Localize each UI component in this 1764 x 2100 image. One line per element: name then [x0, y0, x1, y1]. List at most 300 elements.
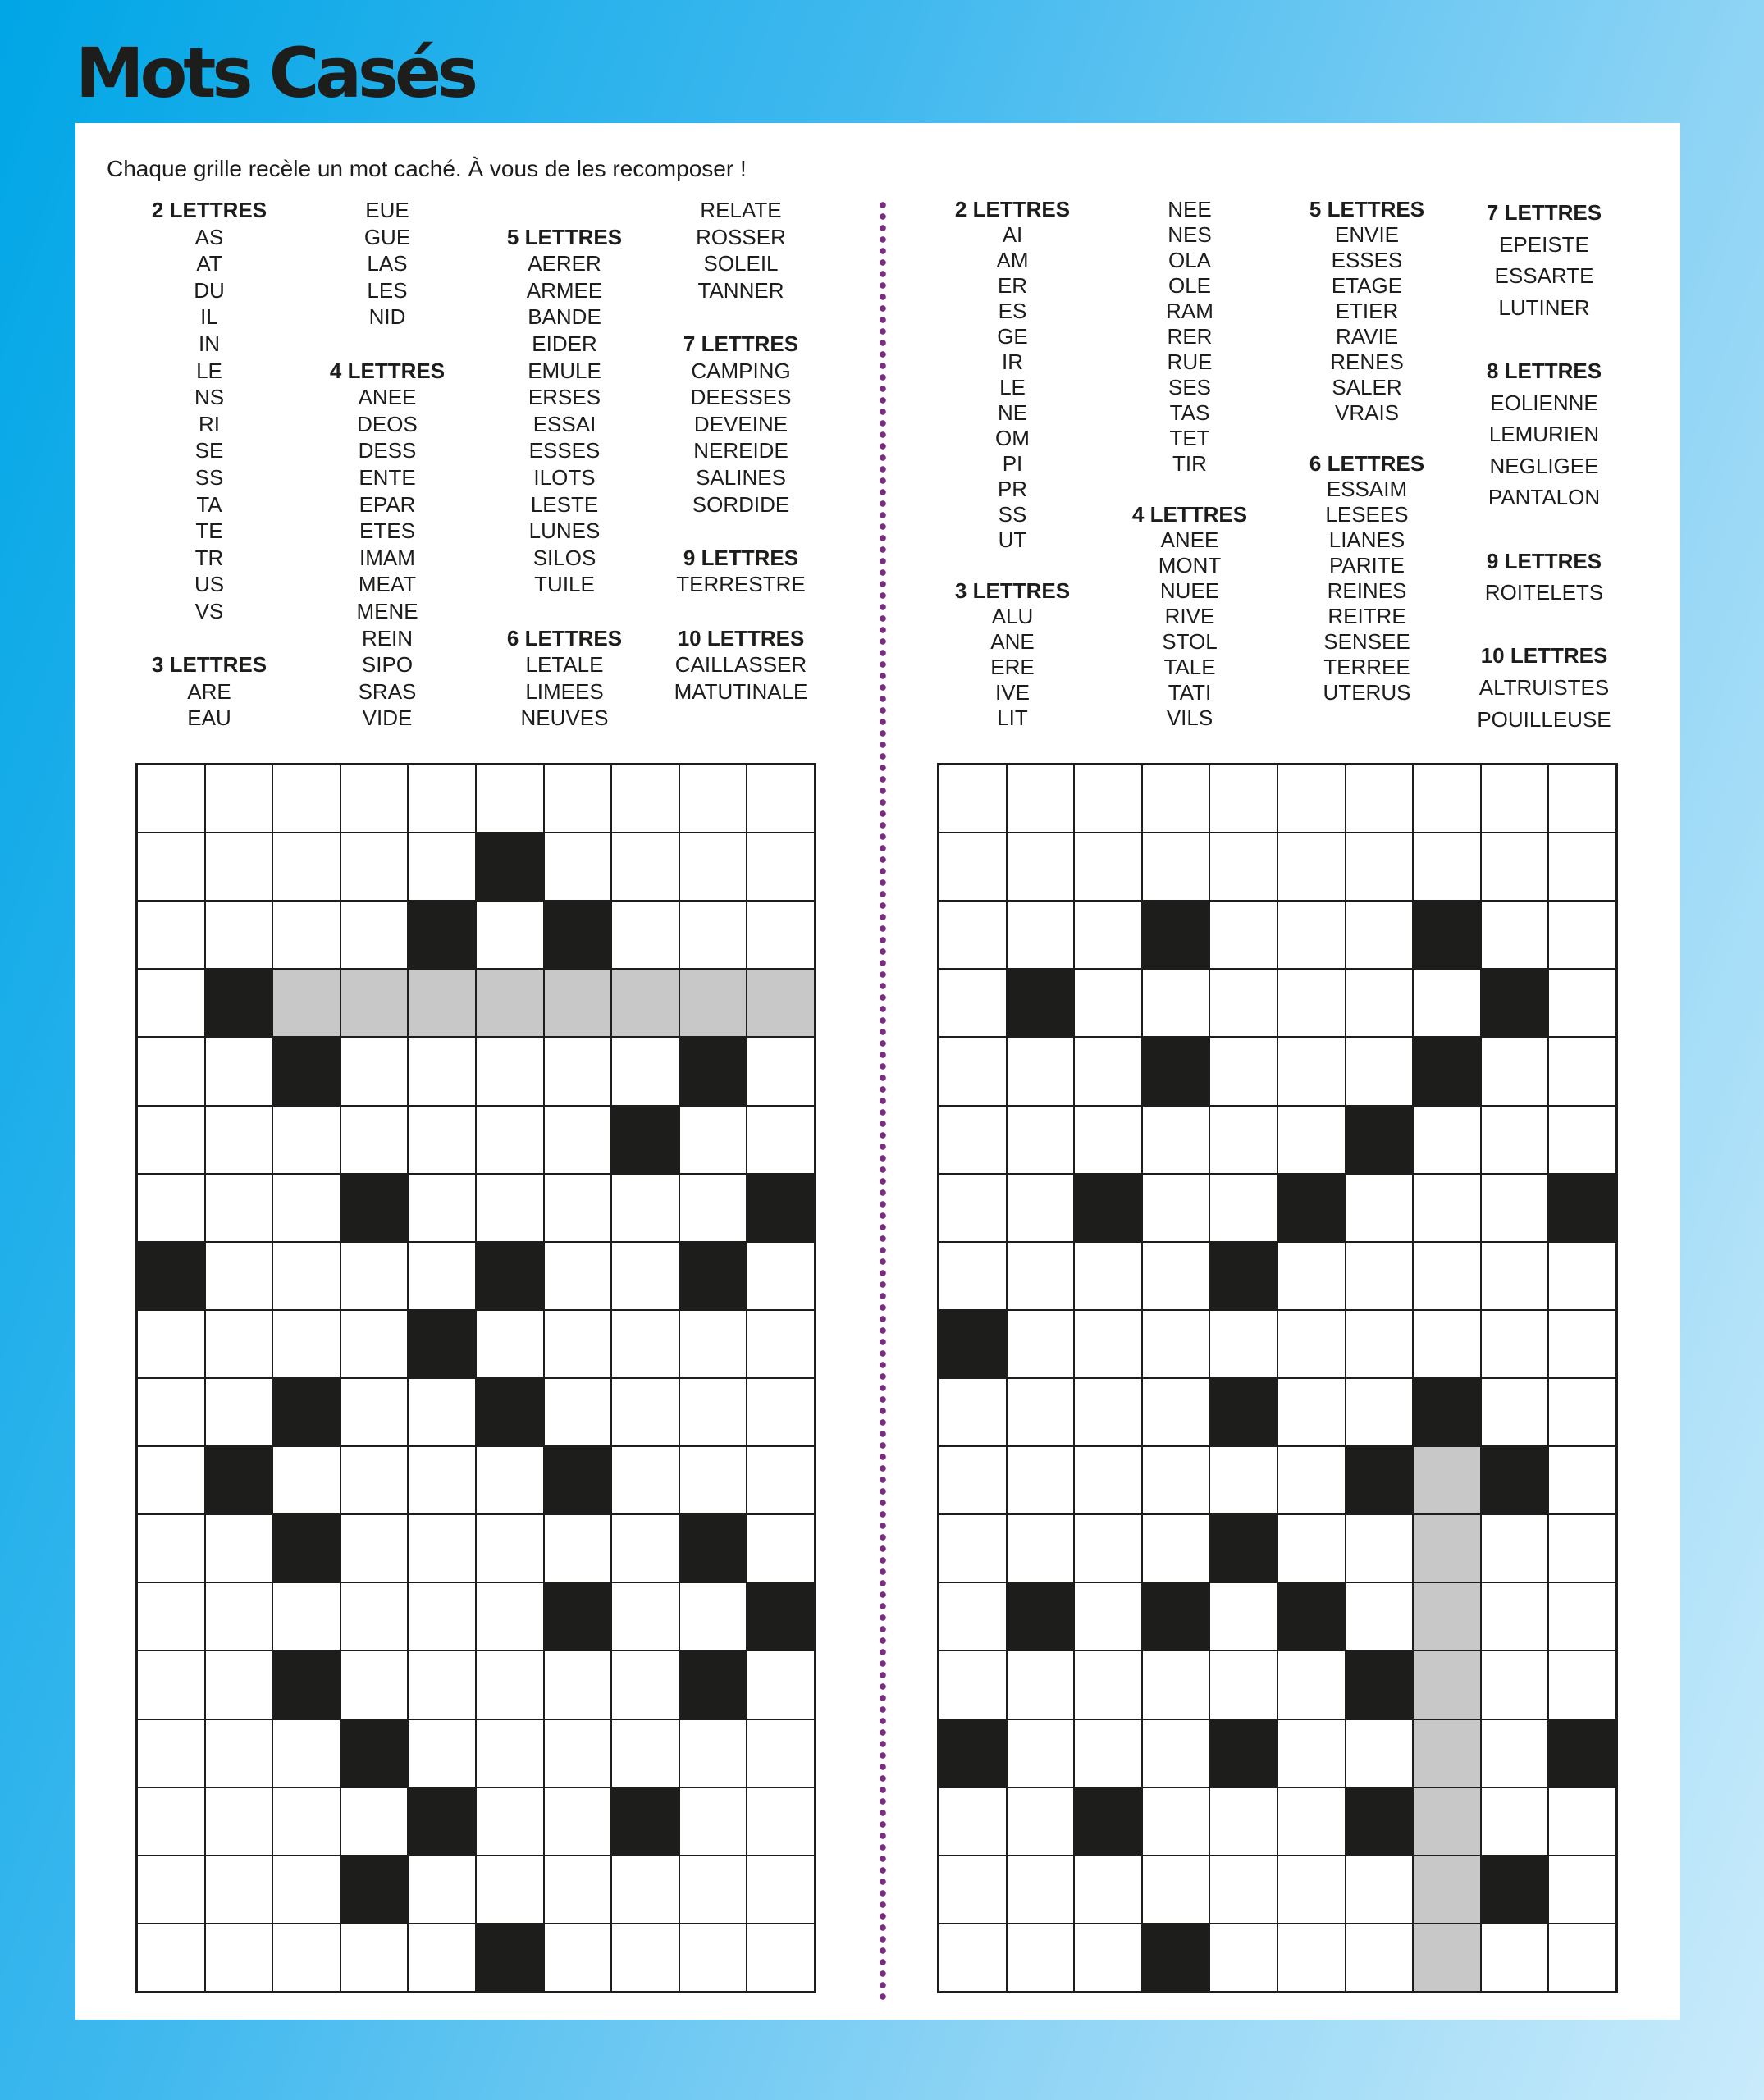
grid-cell[interactable] [1346, 1720, 1413, 1787]
grid-cell[interactable] [138, 1379, 204, 1445]
grid-cell[interactable] [545, 1311, 611, 1377]
hidden-word-cell[interactable] [612, 970, 679, 1036]
grid-cell[interactable] [1075, 1515, 1141, 1582]
grid-cell[interactable] [545, 1038, 611, 1104]
grid-cell[interactable] [206, 1311, 272, 1377]
grid-cell[interactable] [341, 1379, 408, 1445]
grid-cell[interactable] [273, 1107, 340, 1173]
grid-cell[interactable] [1008, 1720, 1074, 1787]
grid-cell[interactable] [545, 1856, 611, 1923]
grid-cell[interactable] [1075, 1243, 1141, 1309]
grid-cell[interactable] [1008, 1788, 1074, 1855]
grid-cell[interactable] [680, 1447, 747, 1513]
grid-cell[interactable] [1482, 1515, 1548, 1582]
hidden-word-cell[interactable] [747, 970, 814, 1036]
grid-cell[interactable] [409, 765, 475, 832]
grid-cell[interactable] [1482, 765, 1548, 832]
grid-cell[interactable] [273, 1175, 340, 1241]
grid-cell[interactable] [477, 1175, 543, 1241]
grid-cell[interactable] [477, 1651, 543, 1718]
grid-cell[interactable] [273, 765, 340, 832]
grid-cell[interactable] [477, 1583, 543, 1650]
grid-cell[interactable] [138, 765, 204, 832]
hidden-word-cell[interactable] [1414, 1651, 1480, 1718]
grid-cell[interactable] [477, 1311, 543, 1377]
grid-cell[interactable] [1143, 1175, 1209, 1241]
grid-cell[interactable] [545, 1515, 611, 1582]
hidden-word-cell[interactable] [409, 970, 475, 1036]
grid-cell[interactable] [747, 833, 814, 900]
grid-cell[interactable] [1549, 970, 1615, 1036]
grid-cell[interactable] [409, 1515, 475, 1582]
grid-cell[interactable] [206, 1379, 272, 1445]
grid-cell[interactable] [138, 1311, 204, 1377]
grid-cell[interactable] [939, 1447, 1006, 1513]
grid-cell[interactable] [1414, 1175, 1480, 1241]
grid-cell[interactable] [206, 1856, 272, 1923]
grid-cell[interactable] [477, 1107, 543, 1173]
grid-cell[interactable] [1075, 765, 1141, 832]
grid-cell[interactable] [409, 1107, 475, 1173]
grid-cell[interactable] [409, 1447, 475, 1513]
grid-cell[interactable] [206, 1038, 272, 1104]
grid-cell[interactable] [341, 1243, 408, 1309]
grid-cell[interactable] [206, 833, 272, 900]
grid-cell[interactable] [1143, 1856, 1209, 1923]
grid-cell[interactable] [1075, 1856, 1141, 1923]
grid-cell[interactable] [1278, 1379, 1345, 1445]
grid-cell[interactable] [1482, 1038, 1548, 1104]
grid-cell[interactable] [680, 765, 747, 832]
grid-cell[interactable] [1482, 833, 1548, 900]
grid-cell[interactable] [477, 1720, 543, 1787]
grid-cell[interactable] [273, 1720, 340, 1787]
grid-cell[interactable] [206, 1924, 272, 1991]
grid-cell[interactable] [1210, 902, 1277, 968]
grid-cell[interactable] [939, 1107, 1006, 1173]
grid-cell[interactable] [341, 1038, 408, 1104]
grid-cell[interactable] [1414, 1311, 1480, 1377]
grid-cell[interactable] [1008, 1924, 1074, 1991]
grid-cell[interactable] [1346, 1175, 1413, 1241]
grid-cell[interactable] [939, 1788, 1006, 1855]
grid-cell[interactable] [409, 1175, 475, 1241]
grid-cell[interactable] [939, 833, 1006, 900]
grid-cell[interactable] [409, 1924, 475, 1991]
grid-cell[interactable] [747, 1379, 814, 1445]
grid-cell[interactable] [138, 1515, 204, 1582]
grid-cell[interactable] [612, 1447, 679, 1513]
grid-cell[interactable] [545, 1788, 611, 1855]
grid-cell[interactable] [1549, 1447, 1615, 1513]
grid-cell[interactable] [545, 1924, 611, 1991]
grid-cell[interactable] [612, 1311, 679, 1377]
hidden-word-cell[interactable] [341, 970, 408, 1036]
grid-cell[interactable] [273, 833, 340, 900]
grid-cell[interactable] [206, 1788, 272, 1855]
grid-cell[interactable] [341, 1788, 408, 1855]
hidden-word-cell[interactable] [1414, 1515, 1480, 1582]
grid-cell[interactable] [206, 1175, 272, 1241]
grid-cell[interactable] [206, 1515, 272, 1582]
grid-cell[interactable] [409, 1038, 475, 1104]
grid-cell[interactable] [1210, 1788, 1277, 1855]
grid-cell[interactable] [1278, 902, 1345, 968]
grid-cell[interactable] [1482, 1175, 1548, 1241]
grid-cell[interactable] [1278, 1107, 1345, 1173]
grid-cell[interactable] [341, 765, 408, 832]
grid-cell[interactable] [1210, 1175, 1277, 1241]
grid-cell[interactable] [1075, 1924, 1141, 1991]
grid-cell[interactable] [409, 833, 475, 900]
hidden-word-cell[interactable] [1414, 1924, 1480, 1991]
grid-cell[interactable] [1278, 1720, 1345, 1787]
hidden-word-cell[interactable] [545, 970, 611, 1036]
grid-cell[interactable] [1075, 1038, 1141, 1104]
grid-cell[interactable] [939, 1038, 1006, 1104]
grid-cell[interactable] [138, 1583, 204, 1650]
grid-cell[interactable] [680, 1720, 747, 1787]
grid-cell[interactable] [1278, 1515, 1345, 1582]
hidden-word-cell[interactable] [680, 970, 747, 1036]
grid-cell[interactable] [1278, 970, 1345, 1036]
grid-cell[interactable] [138, 833, 204, 900]
grid-cell[interactable] [206, 765, 272, 832]
grid-cell[interactable] [1210, 1107, 1277, 1173]
grid-cell[interactable] [1549, 1856, 1615, 1923]
grid-cell[interactable] [341, 1924, 408, 1991]
grid-cell[interactable] [680, 1175, 747, 1241]
grid-cell[interactable] [1482, 1583, 1548, 1650]
grid-cell[interactable] [341, 1447, 408, 1513]
grid-cell[interactable] [545, 1379, 611, 1445]
grid-cell[interactable] [1278, 1788, 1345, 1855]
grid-cell[interactable] [477, 1856, 543, 1923]
grid-cell[interactable] [1075, 1107, 1141, 1173]
grid-cell[interactable] [206, 1107, 272, 1173]
grid-cell[interactable] [1482, 1720, 1548, 1787]
grid-cell[interactable] [680, 833, 747, 900]
grid-cell[interactable] [1008, 833, 1074, 900]
grid-cell[interactable] [138, 1107, 204, 1173]
grid-cell[interactable] [1482, 1243, 1548, 1309]
grid-cell[interactable] [273, 1583, 340, 1650]
grid-cell[interactable] [1346, 1583, 1413, 1650]
grid-cell[interactable] [612, 902, 679, 968]
hidden-word-cell[interactable] [1414, 1720, 1480, 1787]
grid-cell[interactable] [1346, 902, 1413, 968]
grid-cell[interactable] [341, 1651, 408, 1718]
grid-cell[interactable] [1278, 1447, 1345, 1513]
grid-cell[interactable] [1143, 1379, 1209, 1445]
grid-cell[interactable] [939, 1583, 1006, 1650]
grid-cell[interactable] [1008, 1651, 1074, 1718]
grid-cell[interactable] [1414, 1107, 1480, 1173]
grid-cell[interactable] [1278, 1038, 1345, 1104]
hidden-word-cell[interactable] [1414, 1447, 1480, 1513]
grid-cell[interactable] [1482, 1788, 1548, 1855]
grid-cell[interactable] [409, 1651, 475, 1718]
grid-cell[interactable] [1075, 1379, 1141, 1445]
grid-cell[interactable] [1414, 1243, 1480, 1309]
grid-cell[interactable] [138, 1924, 204, 1991]
grid-cell[interactable] [612, 1243, 679, 1309]
grid-cell[interactable] [409, 1856, 475, 1923]
grid-cell[interactable] [612, 1856, 679, 1923]
grid-cell[interactable] [612, 833, 679, 900]
grid-cell[interactable] [1278, 765, 1345, 832]
grid-cell[interactable] [1549, 1311, 1615, 1377]
grid-cell[interactable] [477, 902, 543, 968]
grid-cell[interactable] [1075, 1720, 1141, 1787]
grid-cell[interactable] [939, 1379, 1006, 1445]
grid-cell[interactable] [1482, 1651, 1548, 1718]
grid-cell[interactable] [409, 1583, 475, 1650]
grid-cell[interactable] [747, 1515, 814, 1582]
grid-cell[interactable] [1143, 1107, 1209, 1173]
grid-cell[interactable] [1482, 1311, 1548, 1377]
grid-cell[interactable] [409, 1379, 475, 1445]
grid-cell[interactable] [1143, 1720, 1209, 1787]
grid-cell[interactable] [680, 902, 747, 968]
grid-cell[interactable] [939, 1175, 1006, 1241]
grid-cell[interactable] [341, 1311, 408, 1377]
grid-cell[interactable] [1549, 902, 1615, 968]
grid-cell[interactable] [1008, 902, 1074, 968]
grid-cell[interactable] [612, 1038, 679, 1104]
grid-cell[interactable] [939, 1856, 1006, 1923]
grid-cell[interactable] [939, 902, 1006, 968]
grid-cell[interactable] [747, 1788, 814, 1855]
grid-cell[interactable] [138, 1788, 204, 1855]
grid-cell[interactable] [1075, 833, 1141, 900]
grid-cell[interactable] [747, 765, 814, 832]
grid-cell[interactable] [1075, 970, 1141, 1036]
grid-cell[interactable] [680, 1311, 747, 1377]
grid-cell[interactable] [1008, 1175, 1074, 1241]
grid-cell[interactable] [612, 1720, 679, 1787]
grid-cell[interactable] [545, 1243, 611, 1309]
grid-cell[interactable] [1210, 1583, 1277, 1650]
grid-cell[interactable] [477, 1788, 543, 1855]
grid-cell[interactable] [1210, 970, 1277, 1036]
grid-cell[interactable] [1210, 1447, 1277, 1513]
grid-cell[interactable] [206, 1720, 272, 1787]
grid-cell[interactable] [1346, 765, 1413, 832]
grid-cell[interactable] [138, 1720, 204, 1787]
grid-cell[interactable] [612, 1379, 679, 1445]
grid-cell[interactable] [1143, 1311, 1209, 1377]
grid-cell[interactable] [1210, 1856, 1277, 1923]
grid-cell[interactable] [1414, 970, 1480, 1036]
grid-cell[interactable] [1346, 970, 1413, 1036]
grid-cell[interactable] [747, 1856, 814, 1923]
grid-cell[interactable] [1278, 1924, 1345, 1991]
grid-cell[interactable] [138, 1175, 204, 1241]
grid-cell[interactable] [939, 1924, 1006, 1991]
grid-cell[interactable] [477, 1515, 543, 1582]
grid-cell[interactable] [1143, 765, 1209, 832]
grid-cell[interactable] [747, 902, 814, 968]
grid-cell[interactable] [273, 1788, 340, 1855]
grid-cell[interactable] [1143, 1515, 1209, 1582]
grid-cell[interactable] [1008, 1311, 1074, 1377]
grid-cell[interactable] [1482, 1924, 1548, 1991]
grid-cell[interactable] [939, 1651, 1006, 1718]
grid-cell[interactable] [341, 1515, 408, 1582]
grid-cell[interactable] [1143, 833, 1209, 900]
grid-cell[interactable] [1414, 833, 1480, 900]
hidden-word-cell[interactable] [1414, 1788, 1480, 1855]
grid-cell[interactable] [1549, 1107, 1615, 1173]
grid-cell[interactable] [1008, 1038, 1074, 1104]
grid-cell[interactable] [273, 1447, 340, 1513]
grid-cell[interactable] [680, 1788, 747, 1855]
grid-cell[interactable] [138, 1856, 204, 1923]
grid-cell[interactable] [747, 1720, 814, 1787]
grid-cell[interactable] [341, 1583, 408, 1650]
grid-cell[interactable] [138, 1447, 204, 1513]
grid-cell[interactable] [477, 765, 543, 832]
grid-cell[interactable] [1278, 1311, 1345, 1377]
grid-cell[interactable] [341, 1107, 408, 1173]
grid-cell[interactable] [612, 1583, 679, 1650]
grid-cell[interactable] [1482, 902, 1548, 968]
grid-cell[interactable] [680, 1856, 747, 1923]
grid-cell[interactable] [1346, 1243, 1413, 1309]
hidden-word-cell[interactable] [477, 970, 543, 1036]
grid-cell[interactable] [1210, 1038, 1277, 1104]
grid-cell[interactable] [138, 902, 204, 968]
grid-cell[interactable] [1075, 902, 1141, 968]
grid-cell[interactable] [747, 1651, 814, 1718]
grid-cell[interactable] [1075, 1583, 1141, 1650]
grid-cell[interactable] [1278, 1856, 1345, 1923]
grid-cell[interactable] [477, 1038, 543, 1104]
grid-cell[interactable] [1210, 833, 1277, 900]
grid-cell[interactable] [1482, 1379, 1548, 1445]
grid-cell[interactable] [939, 765, 1006, 832]
grid-cell[interactable] [939, 970, 1006, 1036]
grid-cell[interactable] [409, 1243, 475, 1309]
grid-cell[interactable] [273, 1856, 340, 1923]
grid-cell[interactable] [612, 1924, 679, 1991]
grid-cell[interactable] [747, 1038, 814, 1104]
grid-cell[interactable] [612, 1651, 679, 1718]
grid-cell[interactable] [1143, 1447, 1209, 1513]
grid-cell[interactable] [1549, 1583, 1615, 1650]
grid-cell[interactable] [1278, 1243, 1345, 1309]
grid-cell[interactable] [1210, 1924, 1277, 1991]
grid-cell[interactable] [206, 902, 272, 968]
grid-cell[interactable] [1075, 1311, 1141, 1377]
grid-cell[interactable] [273, 902, 340, 968]
hidden-word-cell[interactable] [1414, 1856, 1480, 1923]
grid-cell[interactable] [1549, 1243, 1615, 1309]
grid-cell[interactable] [1549, 1515, 1615, 1582]
grid-cell[interactable] [1346, 1924, 1413, 1991]
grid-cell[interactable] [545, 833, 611, 900]
grid-cell[interactable] [1143, 970, 1209, 1036]
grid-cell[interactable] [1008, 1243, 1074, 1309]
grid-cell[interactable] [138, 1038, 204, 1104]
grid-cell[interactable] [1278, 1651, 1345, 1718]
grid-cell[interactable] [1549, 765, 1615, 832]
grid-cell[interactable] [1414, 765, 1480, 832]
grid-cell[interactable] [1008, 1107, 1074, 1173]
grid-cell[interactable] [1549, 1379, 1615, 1445]
grid-cell[interactable] [545, 1107, 611, 1173]
grid-cell[interactable] [1210, 1311, 1277, 1377]
grid-cell[interactable] [477, 1447, 543, 1513]
grid-cell[interactable] [545, 1720, 611, 1787]
grid-cell[interactable] [1278, 833, 1345, 900]
grid-cell[interactable] [747, 1311, 814, 1377]
grid-cell[interactable] [680, 1924, 747, 1991]
grid-cell[interactable] [1549, 1924, 1615, 1991]
grid-cell[interactable] [341, 833, 408, 900]
grid-cell[interactable] [341, 902, 408, 968]
grid-cell[interactable] [273, 1243, 340, 1309]
grid-cell[interactable] [1346, 1515, 1413, 1582]
grid-cell[interactable] [138, 1651, 204, 1718]
grid-cell[interactable] [747, 1107, 814, 1173]
grid-cell[interactable] [1346, 1311, 1413, 1377]
grid-cell[interactable] [939, 1515, 1006, 1582]
grid-cell[interactable] [747, 1447, 814, 1513]
grid-cell[interactable] [1008, 1856, 1074, 1923]
grid-cell[interactable] [612, 1515, 679, 1582]
grid-cell[interactable] [1075, 1447, 1141, 1513]
grid-cell[interactable] [1549, 1788, 1615, 1855]
grid-cell[interactable] [1008, 1447, 1074, 1513]
grid-cell[interactable] [1008, 1515, 1074, 1582]
grid-cell[interactable] [1346, 833, 1413, 900]
grid-cell[interactable] [545, 1175, 611, 1241]
hidden-word-cell[interactable] [1414, 1583, 1480, 1650]
grid-cell[interactable] [1143, 1788, 1209, 1855]
grid-cell[interactable] [1346, 1038, 1413, 1104]
grid-cell[interactable] [1346, 1856, 1413, 1923]
grid-cell[interactable] [747, 1243, 814, 1309]
grid-cell[interactable] [939, 1243, 1006, 1309]
grid-cell[interactable] [1549, 1038, 1615, 1104]
grid-cell[interactable] [680, 1107, 747, 1173]
grid-cell[interactable] [206, 1243, 272, 1309]
grid-cell[interactable] [1143, 1243, 1209, 1309]
grid-cell[interactable] [1549, 1651, 1615, 1718]
grid-cell[interactable] [680, 1379, 747, 1445]
grid-cell[interactable] [1210, 1651, 1277, 1718]
grid-cell[interactable] [273, 1311, 340, 1377]
grid-cell[interactable] [1482, 1107, 1548, 1173]
grid-cell[interactable] [747, 1924, 814, 1991]
grid-cell[interactable] [1008, 1379, 1074, 1445]
grid-cell[interactable] [545, 765, 611, 832]
grid-cell[interactable] [612, 1175, 679, 1241]
grid-cell[interactable] [1549, 833, 1615, 900]
grid-cell[interactable] [545, 1651, 611, 1718]
grid-cell[interactable] [206, 1583, 272, 1650]
grid-cell[interactable] [1346, 1379, 1413, 1445]
grid-cell[interactable] [206, 1651, 272, 1718]
grid-cell[interactable] [612, 765, 679, 832]
grid-cell[interactable] [273, 1924, 340, 1991]
grid-cell[interactable] [1210, 765, 1277, 832]
grid-cell[interactable] [1075, 1651, 1141, 1718]
grid-cell[interactable] [1143, 1651, 1209, 1718]
grid-cell[interactable] [138, 970, 204, 1036]
